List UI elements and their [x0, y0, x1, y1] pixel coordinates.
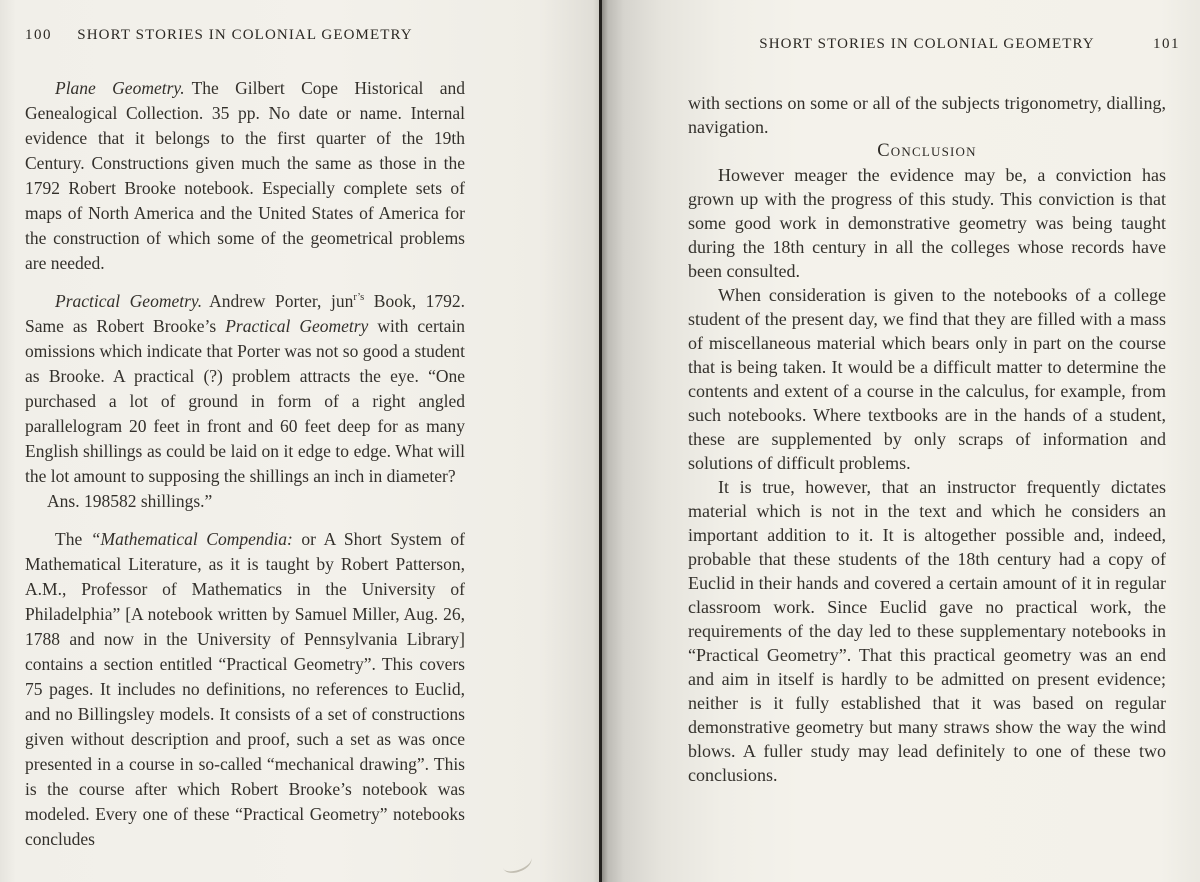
italic-phrase-practical-geometry: Practical Geometry: [225, 316, 369, 336]
entry-body-plane-geometry: The Gilbert Cope Historical and Genealogical Collection. 35 pp. No date or name. Internal evidence that it belongs to the first quarter of the 19th Century. Constructions given much the same as those in the 1792 Robert Brooke notebook. Especially complete sets of maps of North America and the United States of America for the construction of which some of the geometrical problems are needed.: [25, 78, 465, 273]
right-page: [599, 0, 1200, 882]
conclusion-heading: Conclusion: [877, 141, 977, 161]
paragraph-continuation: with sections on some or all of the subjects trigonometry, dialling, navigation.: [688, 93, 1166, 137]
left-page-header: [25, 27, 465, 49]
right-text-block: [688, 91, 1166, 787]
junior-superscript: r’s: [353, 292, 365, 304]
right-running-title: SHORT STORIES IN COLONIAL GEOMETRY: [759, 36, 1095, 52]
paragraph-conclusion-3: It is true, however, that an instructor frequently dictates material which is not in the text and which he considers an important addition to it. It is altogether possible and, indeed, probable that these students of the 18th century had a copy of Euclid in their hands and covered a certain amount of it in regular classroom work. Since Euclid gave no practical work, the requirements of the day led to these supplementary notebooks in “Practical Geometry”. That this practical geometry was an end and aim in itself is hardly to be admitted on present evidence; neither is it fully established that it was based on regular demonstrative geometry but many straws show the way the wind blows. A fuller study may lead definitely to one of these two conclusions.: [688, 477, 1166, 785]
italic-phrase-mathematical-compendia: “Mathematical Compendia:: [90, 529, 293, 549]
left-text-block: [25, 76, 465, 852]
lead-word: The: [55, 529, 83, 549]
paragraph-answer-line: [25, 489, 465, 514]
left-page-number: 100: [25, 27, 52, 43]
paragraph-plane-geometry: [25, 76, 465, 276]
entry-body-middle: Book, 1792. Same as Robert Brooke’s: [25, 291, 465, 336]
left-page: [0, 0, 599, 882]
entry-body-mathematical-compendia: or A Short System of Mathematical Literature, as it is taught by Robert Patterson, A.M., Professor of Mathematics in the University of Philadelphia” [A notebook written by Samuel Miller, Aug. 26, 1788 and now in the University of Pennsylvania Library] contains a section entitled “Practical Geometry”. This covers 75 pages. It includes no definitions, no references to Euclid, and no Billingsley models. It consists of a set of constructions given without description and proof, such a set as was once presented in a course in so-called “mechanical drawing”. This is the course after which Robert Brooke’s notebook was modeled. Every one of these “Practical Geometry” notebooks concludes: [25, 529, 466, 849]
entry-body-after: with certain omissions which indicate that Porter was not so good a student as Brooke. A practical (?) problem attracts the eye. “One purchased a lot of ground in form of a right angled parallelogram 20 feet in front and 60 feet deep for as many English shillings as could be laid on it edge to edge. What will the lot amount to supposing the shillings an inch in diameter?: [25, 316, 466, 486]
scan-smudge-mark: [500, 849, 534, 876]
entry-title-plane-geometry: Plane Geometry.: [55, 78, 185, 98]
answer-text: Ans. 198582 shillings.”: [47, 491, 213, 511]
right-page-number: 101: [1153, 36, 1180, 52]
paragraph-mathematical-compendia: [25, 527, 465, 852]
entry-title-practical-geometry: Practical Geometry.: [55, 291, 203, 311]
paragraph-conclusion-1: However meager the evidence may be, a conviction has grown up with the progress of this study. This conviction is that some good work in demonstrative geometry was being taught during the 18th century in all the colleges whose records have been consulted.: [688, 165, 1166, 281]
right-page-header: [688, 36, 1180, 58]
entry-body-before-superscript: Andrew Porter, jun: [209, 291, 354, 311]
paragraph-practical-geometry: [25, 289, 465, 489]
left-running-title: SHORT STORIES IN COLONIAL GEOMETRY: [77, 27, 413, 43]
paragraph-conclusion-2: When consideration is given to the notebooks of a college student of the present day, we find that they are filled with a mass of miscellaneous material which bears only in part on the course that is being taken. It would be a difficult matter to determine the contents and extent of a course in the calculus, for example, from such notebooks. Where textbooks are in the hands of a student, these are supplemented by only scraps of information and solutions of difficult problems.: [688, 285, 1166, 473]
